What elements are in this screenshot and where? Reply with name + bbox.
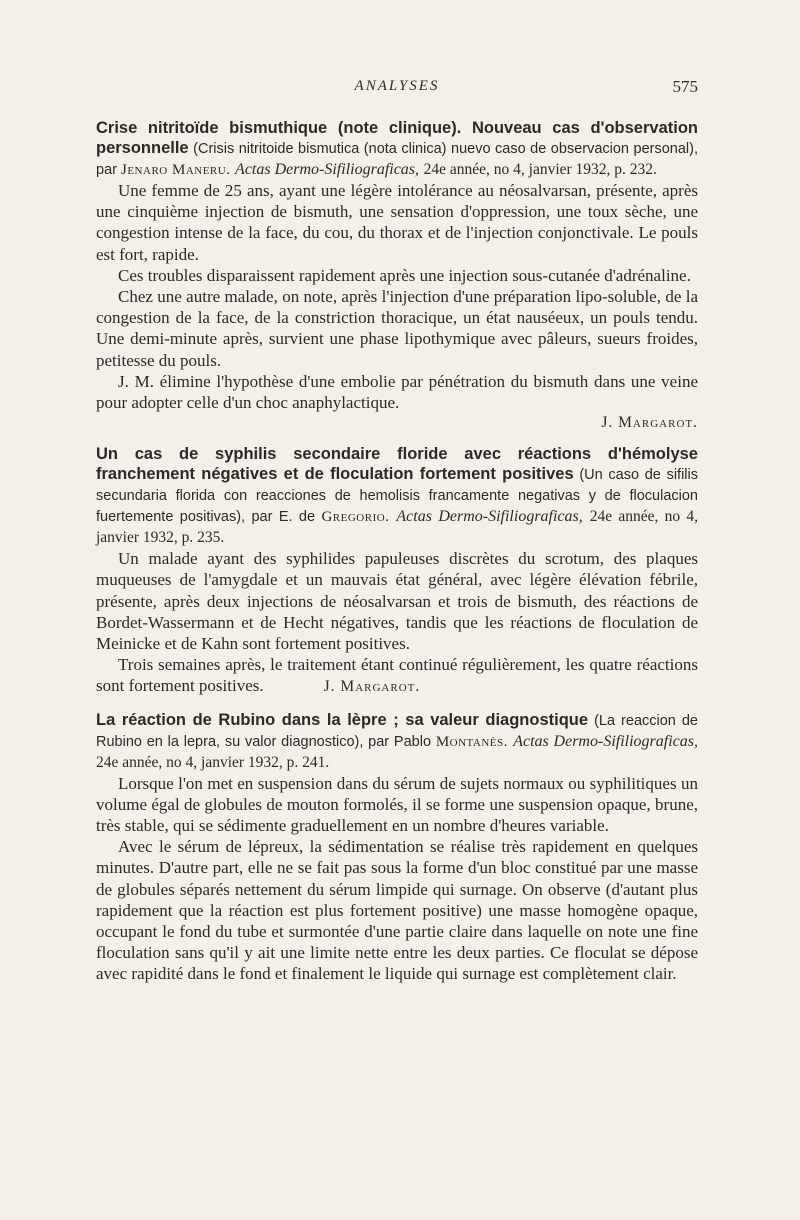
paragraph xyxy=(96,654,698,697)
article-signature: J. Margarot. xyxy=(601,414,698,432)
article-title: La réaction de Rubino dans la lèpre ; sa valeur diagnostique xyxy=(96,710,589,729)
article-author: Jenaro Maneru. xyxy=(121,162,231,178)
page xyxy=(96,78,698,997)
article-body xyxy=(96,180,698,413)
article-issue: 24e année, no 4, janvier 1932, p. 235. xyxy=(96,508,698,547)
article-author: Montanès. xyxy=(435,733,508,750)
running-head xyxy=(96,78,698,104)
article-title: Un cas de syphilis secondaire floride avec réactions d'hémolyse franchement négatives et de floculation fortement positives xyxy=(96,445,698,484)
article-issue: 24e année, no 4, janvier 1932, p. 241. xyxy=(96,753,330,771)
article-journal: Actas Dermo-Sifiliograficas, xyxy=(513,732,698,750)
paragraph: Lorsque l'on met en suspension dans du sérum de sujets normaux ou syphilitiques un volume égal de globules de mouton formolés, il se forme une suspension opaque, brune, très stable, qui se sédimente graduellement en un nombre d'heures variable. xyxy=(96,773,698,836)
article-reference: (Crisis nitritoide bismutica (nota clinica) nuevo caso de observacion personal), par xyxy=(96,141,698,178)
article-journal: Actas Dermo-Sifiliograficas, xyxy=(396,508,583,526)
article-reference: (La reaccion de Rubino en la lepra, su valor diagnostico), par Pablo xyxy=(96,712,698,750)
running-head-title: ANALYSES xyxy=(354,78,440,94)
article-1 xyxy=(96,118,698,432)
paragraph: J. M. élimine l'hypothèse d'une embolie par pénétration du bismuth dans une veine pour adopter celle d'un choc anaphylactique. xyxy=(96,371,698,413)
article-heading xyxy=(96,710,698,773)
paragraph-text: Trois semaines après, le traitement étant continué régulièrement, les quatre réactions sont fortement positives. xyxy=(96,655,698,696)
article-reference: (Un caso de sifilis secundaria florida con reacciones de hemolisis francamente negativas y de floculacion fuertemente positivas), par E. de xyxy=(96,467,698,526)
page-number: 575 xyxy=(672,77,698,96)
article-journal: Actas Dermo-Sifiliograficas, xyxy=(235,161,420,178)
article-heading xyxy=(96,118,698,180)
paragraph: Une femme de 25 ans, ayant une légère intolérance au néosalvarsan, présente, après une cinquième injection de bismuth, une sensation d'oppression, une toux sèche, une congestion intense de la face, du cou, du thorax et de l'injection conjonctivale. Le pouls est fort, rapide. xyxy=(96,181,698,264)
article-author: Gregorio. xyxy=(321,509,390,526)
article-title: Crise nitritoïde bismuthique (note clinique). Nouveau cas d'observation personnelle xyxy=(96,119,698,157)
paragraph: Ces troubles disparaissent rapidement après une injection sous-cutanée d'adrénaline. xyxy=(118,265,691,285)
article-heading xyxy=(96,444,698,548)
article-3 xyxy=(96,710,698,985)
article-issue: 24e année, no 4, janvier 1932, p. 232. xyxy=(423,161,657,178)
article-2 xyxy=(96,444,698,697)
article-signature: J. Margarot. xyxy=(323,678,421,696)
paragraph: Un malade ayant des syphilides papuleuses discrètes du scrotum, des plaques muqueuses de l'amygdale et un mauvais état général, avec légère élévation fébrile, présente, après deux injections de néosalvarsan et trois de bismuth, des réactions de Bordet-Wassermann et de Hecht négatives, tandis que les réactions de floculation de Meinicke et de Kahn sont fortement positives. xyxy=(96,549,698,654)
article-body xyxy=(96,773,698,985)
paragraph: Chez une autre malade, on note, après l'injection d'une préparation lipo-soluble, de la congestion de la face, de la constriction thoracique, un état nauséeux, un pouls tendu. Une demi-minute après, survient une phase lipothymique avec pâleurs, sueurs froides, petitesse du pouls. xyxy=(96,287,698,370)
paragraph: Avec le sérum de lépreux, la sédimentation se réalise très rapidement en quelques minutes. D'autre part, elle ne se fait pas sous la forme d'un bloc constitué par une masse de globules séparés nettement du sérum limpide qui surnage. On observe (d'autant plus rapidement que la réaction est plus fortement positive) une masse homogène opaque, occupant le fond du tube et surmontée d'une partie claire dans laquelle on note une fine floculation sans qu'il y ait une limite nette entre les deux parties. Ce floculat se dépose avec rapidité dans le fond et finalement le liquide qui surnage est complètement clair. xyxy=(96,837,698,984)
article-body xyxy=(96,548,698,697)
